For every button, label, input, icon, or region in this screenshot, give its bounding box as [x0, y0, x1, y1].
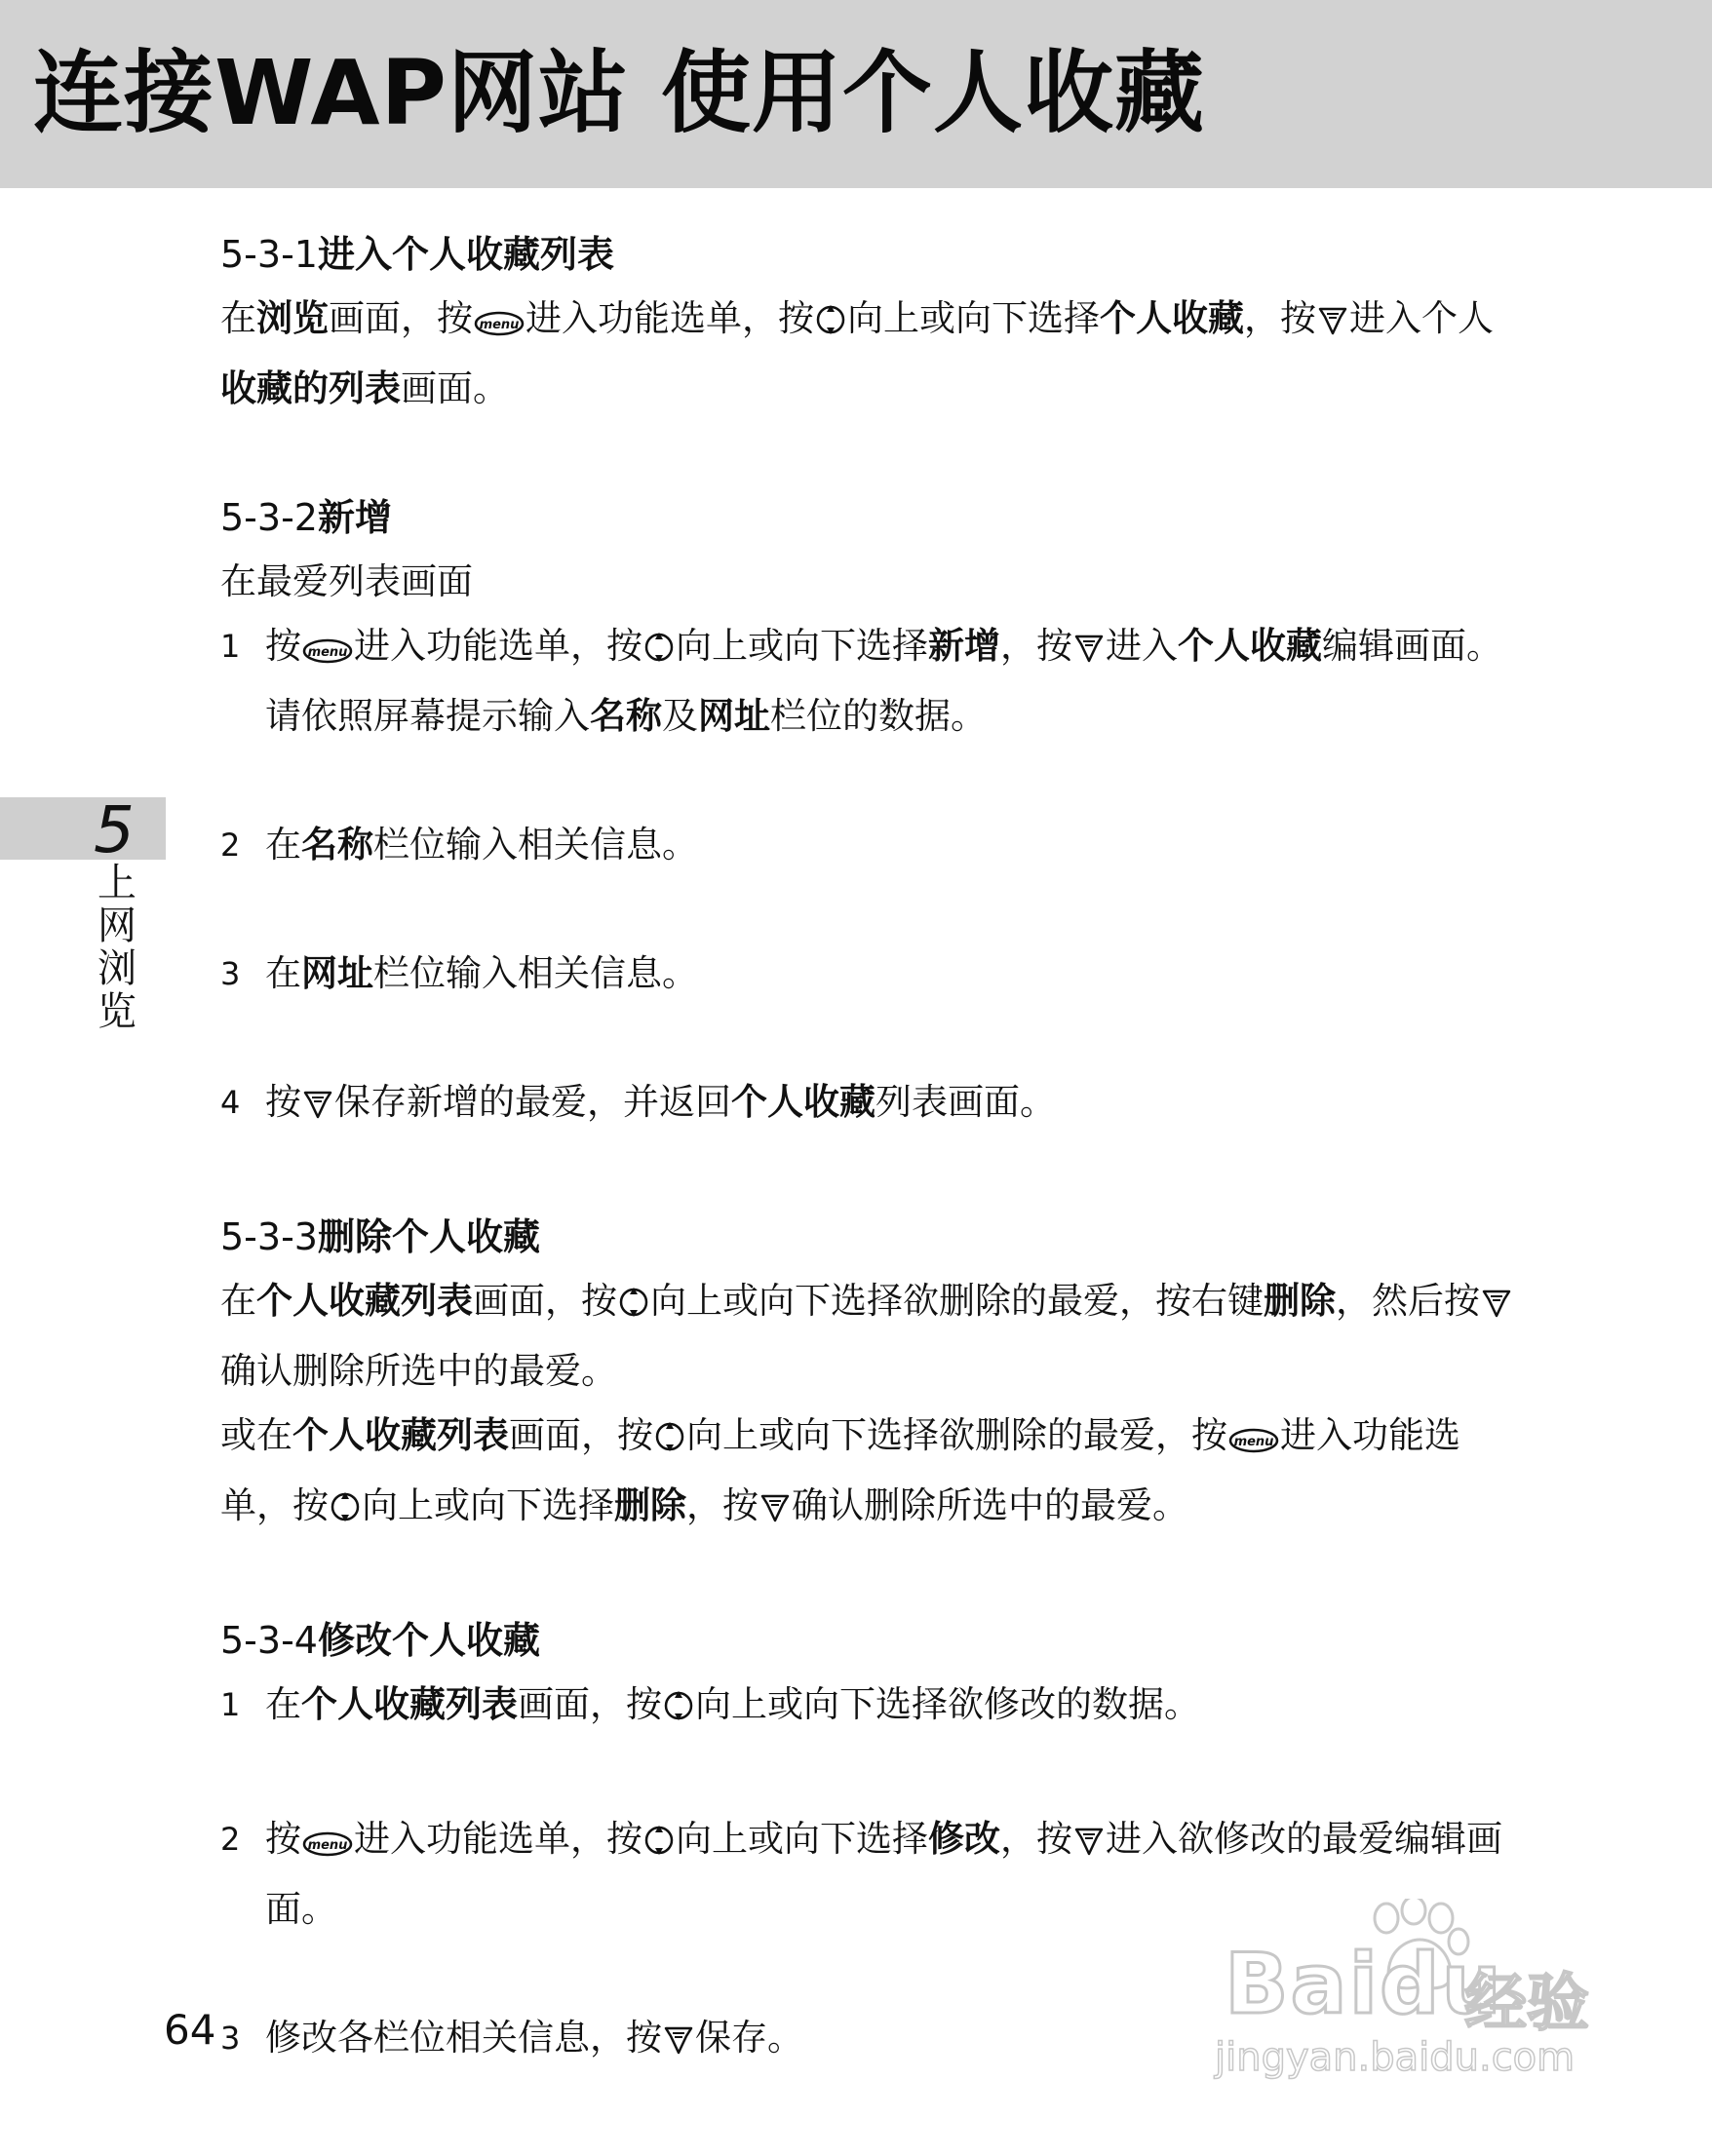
svg-text:menu: menu	[307, 1838, 348, 1853]
svg-text:menu: menu	[307, 645, 348, 660]
step-item: 3 在网址栏位输入相关信息。	[220, 952, 698, 994]
chapter-label: 上 网 浏 览	[97, 861, 136, 1034]
watermark-url: jingyan.baidu.com	[1215, 2035, 1576, 2080]
baidu-watermark	[1213, 1899, 1622, 2084]
ok-key-icon	[1073, 1813, 1105, 1877]
content	[220, 222, 1517, 2076]
paragraph: 在浏览画面，按 menu 进入功能选单，按 向上或向下选择个人收藏，按 进入个人收藏的列表画面。	[220, 287, 1517, 421]
step-item: 2 在名称栏位输入相关信息。	[220, 824, 698, 866]
chapter-number: 5	[94, 792, 135, 867]
paragraph: 在个人收藏列表画面，按 向上或向下选择欲删除的最爱，按右键删除，然后按确认删除所选中的最爱。	[220, 1269, 1517, 1404]
paragraph: 或在个人收藏列表画面，按 向上或向下选择欲删除的最爱，按 menu 进入功能选单，按 向上或向下选择删除，按 确认删除所选中的最爱。	[220, 1404, 1517, 1544]
ok-key-icon	[663, 2012, 694, 2076]
ok-key-icon	[302, 1076, 333, 1140]
ok-key-icon	[1481, 1275, 1512, 1339]
nav-key-icon	[663, 1678, 694, 1743]
svg-text:menu: menu	[1233, 1435, 1274, 1449]
step-item: 3 修改各栏位相关信息，按 保存。	[220, 2006, 1517, 2076]
nav-key-icon	[618, 1275, 649, 1339]
chapter-tab	[0, 797, 166, 860]
watermark-cn: 经验	[1464, 1968, 1589, 2040]
section-heading: 5-3-1进入个人收藏列表	[220, 233, 614, 276]
menu-key-icon	[302, 620, 353, 684]
watermark-brand: Baidu	[1225, 1936, 1503, 2033]
menu-key-icon	[1228, 1409, 1279, 1474]
step-item: 1 按 menu 进入功能选单，按 向上或向下选择新增，按 进入个人收藏编辑画面。请依照屏幕提示输入名称及网址栏位的数据。	[220, 614, 1517, 749]
page-title: 连接WAP网站 使用个人收藏	[33, 41, 1206, 145]
nav-key-icon	[815, 292, 846, 357]
nav-key-icon	[643, 1813, 675, 1877]
step-item: 4 按 保存新增的最爱，并返回个人收藏列表画面。	[220, 1070, 1517, 1140]
ok-key-icon	[1073, 620, 1105, 684]
section-heading: 5-3-4修改个人收藏	[220, 1619, 540, 1662]
nav-key-icon	[330, 1480, 361, 1544]
nav-key-icon	[643, 620, 675, 684]
ok-key-icon	[1317, 292, 1348, 357]
section-heading: 5-3-3删除个人收藏	[220, 1215, 540, 1258]
paragraph: 在最爱列表画面	[220, 560, 473, 602]
ok-key-icon	[759, 1480, 791, 1544]
menu-key-icon	[474, 292, 525, 357]
menu-key-icon	[302, 1813, 353, 1877]
nav-key-icon	[654, 1409, 685, 1474]
section-heading: 5-3-2新增	[220, 496, 392, 539]
page-number: 64	[164, 2006, 216, 2054]
step-item: 1 在个人收藏列表画面，按 向上或向下选择欲修改的数据。	[220, 1673, 1517, 1743]
step-item: 2 按 menu 进入功能选单，按 向上或向下选择修改，按 进入欲修改的最爱编辑画面。	[220, 1807, 1517, 1942]
svg-text:menu: menu	[479, 318, 520, 332]
